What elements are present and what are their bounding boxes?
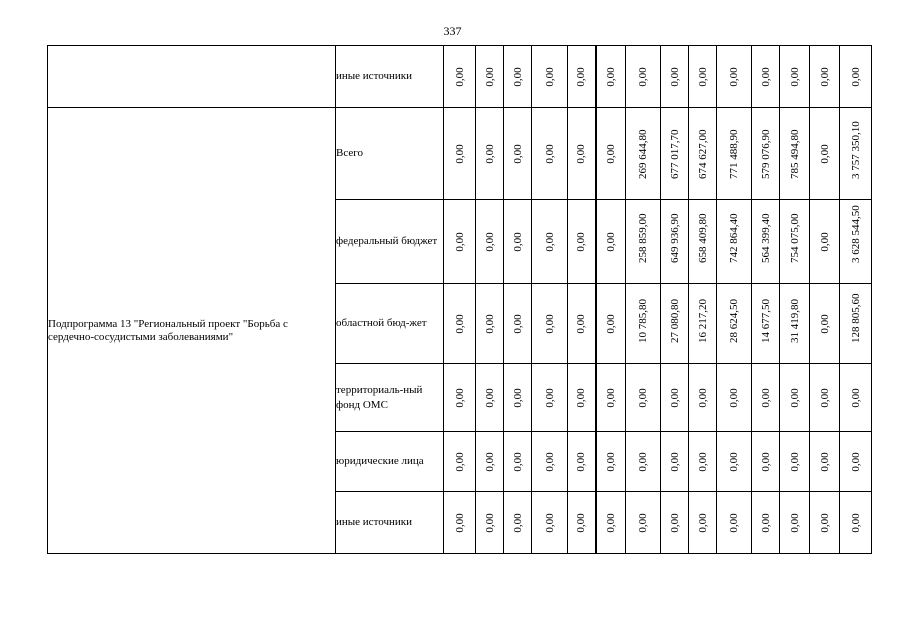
value-cell: 0,00 bbox=[840, 46, 872, 108]
value-cell: 0,00 bbox=[810, 46, 840, 108]
value-cell: 0,00 bbox=[717, 432, 752, 492]
value-cell: 0,00 bbox=[532, 108, 568, 200]
value-cell: 0,00 bbox=[780, 432, 810, 492]
value-cell: 785 494,80 bbox=[780, 108, 810, 200]
value-cell: 0,00 bbox=[810, 200, 840, 284]
value-cell: 0,00 bbox=[532, 492, 568, 554]
value-cell: 771 488,90 bbox=[717, 108, 752, 200]
value-cell: 31 419,80 bbox=[780, 284, 810, 364]
value-cell: 0,00 bbox=[444, 492, 476, 554]
funding-source: областной бюд-жет bbox=[336, 284, 444, 364]
value-cell: 0,00 bbox=[780, 364, 810, 432]
value-cell: 0,00 bbox=[661, 46, 689, 108]
value-cell: 0,00 bbox=[532, 364, 568, 432]
value-cell: 0,00 bbox=[752, 364, 780, 432]
value-cell: 0,00 bbox=[752, 492, 780, 554]
value-cell: 0,00 bbox=[596, 432, 626, 492]
value-cell: 0,00 bbox=[444, 432, 476, 492]
value-cell: 0,00 bbox=[532, 284, 568, 364]
funding-source: территориаль-ный фонд ОМС bbox=[336, 364, 444, 432]
value-cell: 258 859,00 bbox=[626, 200, 661, 284]
value-cell: 0,00 bbox=[568, 46, 596, 108]
value-cell: 0,00 bbox=[626, 432, 661, 492]
value-cell: 0,00 bbox=[444, 46, 476, 108]
value-cell: 16 217,20 bbox=[689, 284, 717, 364]
value-cell: 0,00 bbox=[689, 46, 717, 108]
value-cell: 0,00 bbox=[504, 108, 532, 200]
value-cell: 0,00 bbox=[596, 284, 626, 364]
value-cell: 0,00 bbox=[504, 492, 532, 554]
value-cell: 10 785,80 bbox=[626, 284, 661, 364]
budget-table bbox=[47, 45, 872, 554]
value-cell: 0,00 bbox=[568, 492, 596, 554]
value-cell: 0,00 bbox=[626, 492, 661, 554]
value-cell: 0,00 bbox=[596, 200, 626, 284]
value-cell: 0,00 bbox=[476, 492, 504, 554]
value-cell: 0,00 bbox=[661, 492, 689, 554]
value-cell: 269 644,80 bbox=[626, 108, 661, 200]
funding-source: иные источники bbox=[336, 492, 444, 554]
value-cell: 0,00 bbox=[504, 200, 532, 284]
value-cell: 564 399,40 bbox=[752, 200, 780, 284]
page-number: 337 bbox=[443, 24, 462, 38]
value-cell: 0,00 bbox=[661, 432, 689, 492]
value-cell: 0,00 bbox=[840, 432, 872, 492]
value-cell: 0,00 bbox=[717, 46, 752, 108]
value-cell: 0,00 bbox=[689, 492, 717, 554]
value-cell: 0,00 bbox=[568, 284, 596, 364]
value-cell: 0,00 bbox=[476, 364, 504, 432]
value-cell: 0,00 bbox=[476, 108, 504, 200]
funding-source: юридические лица bbox=[336, 432, 444, 492]
value-cell: 0,00 bbox=[840, 364, 872, 432]
value-cell: 0,00 bbox=[810, 492, 840, 554]
value-cell: 3 757 350,10 bbox=[840, 108, 872, 200]
value-cell: 0,00 bbox=[661, 364, 689, 432]
value-cell: 3 628 544,50 bbox=[840, 200, 872, 284]
value-cell: 0,00 bbox=[717, 492, 752, 554]
value-cell: 0,00 bbox=[476, 200, 504, 284]
value-cell: 0,00 bbox=[626, 364, 661, 432]
value-cell: 0,00 bbox=[532, 46, 568, 108]
value-cell: 0,00 bbox=[752, 46, 780, 108]
value-cell: 0,00 bbox=[626, 46, 661, 108]
value-cell: 14 677,50 bbox=[752, 284, 780, 364]
value-cell: 0,00 bbox=[444, 200, 476, 284]
value-cell: 0,00 bbox=[476, 46, 504, 108]
value-cell: 0,00 bbox=[444, 108, 476, 200]
value-cell: 0,00 bbox=[596, 492, 626, 554]
value-cell: 0,00 bbox=[476, 432, 504, 492]
value-cell: 0,00 bbox=[504, 364, 532, 432]
value-cell: 0,00 bbox=[810, 432, 840, 492]
value-cell: 0,00 bbox=[532, 432, 568, 492]
funding-source: федеральный бюджет bbox=[336, 200, 444, 284]
value-cell: 0,00 bbox=[568, 432, 596, 492]
value-cell: 0,00 bbox=[810, 364, 840, 432]
value-cell: 0,00 bbox=[444, 284, 476, 364]
value-cell: 128 805,60 bbox=[840, 284, 872, 364]
value-cell: 0,00 bbox=[596, 46, 626, 108]
value-cell: 579 076,90 bbox=[752, 108, 780, 200]
funding-source: Всего bbox=[336, 108, 444, 200]
value-cell: 0,00 bbox=[810, 284, 840, 364]
value-cell: 0,00 bbox=[476, 284, 504, 364]
value-cell: 754 075,00 bbox=[780, 200, 810, 284]
value-cell: 0,00 bbox=[568, 108, 596, 200]
table-row bbox=[48, 108, 872, 200]
value-cell: 0,00 bbox=[504, 432, 532, 492]
table-row bbox=[48, 46, 872, 108]
value-cell: 674 627,00 bbox=[689, 108, 717, 200]
value-cell: 0,00 bbox=[717, 364, 752, 432]
value-cell: 28 624,50 bbox=[717, 284, 752, 364]
value-cell: 0,00 bbox=[689, 432, 717, 492]
value-cell: 0,00 bbox=[504, 284, 532, 364]
value-cell: 0,00 bbox=[568, 200, 596, 284]
value-cell: 0,00 bbox=[689, 364, 717, 432]
funding-source: иные источники bbox=[336, 46, 444, 108]
value-cell: 677 017,70 bbox=[661, 108, 689, 200]
value-cell: 0,00 bbox=[532, 200, 568, 284]
value-cell: 0,00 bbox=[568, 364, 596, 432]
value-cell: 0,00 bbox=[444, 364, 476, 432]
value-cell: 0,00 bbox=[504, 46, 532, 108]
value-cell: 0,00 bbox=[596, 108, 626, 200]
value-cell: 0,00 bbox=[752, 432, 780, 492]
value-cell: 0,00 bbox=[840, 492, 872, 554]
value-cell: 0,00 bbox=[780, 492, 810, 554]
program-title: Подпрограмма 13 "Региональный проект "Борьба с сердечно-сосудистыми заболеваниями" bbox=[48, 108, 336, 554]
value-cell: 658 409,80 bbox=[689, 200, 717, 284]
value-cell: 742 864,40 bbox=[717, 200, 752, 284]
value-cell: 0,00 bbox=[810, 108, 840, 200]
value-cell: 649 936,90 bbox=[661, 200, 689, 284]
value-cell: 0,00 bbox=[780, 46, 810, 108]
empty-program-cell bbox=[48, 46, 336, 108]
value-cell: 0,00 bbox=[596, 364, 626, 432]
value-cell: 27 080,80 bbox=[661, 284, 689, 364]
